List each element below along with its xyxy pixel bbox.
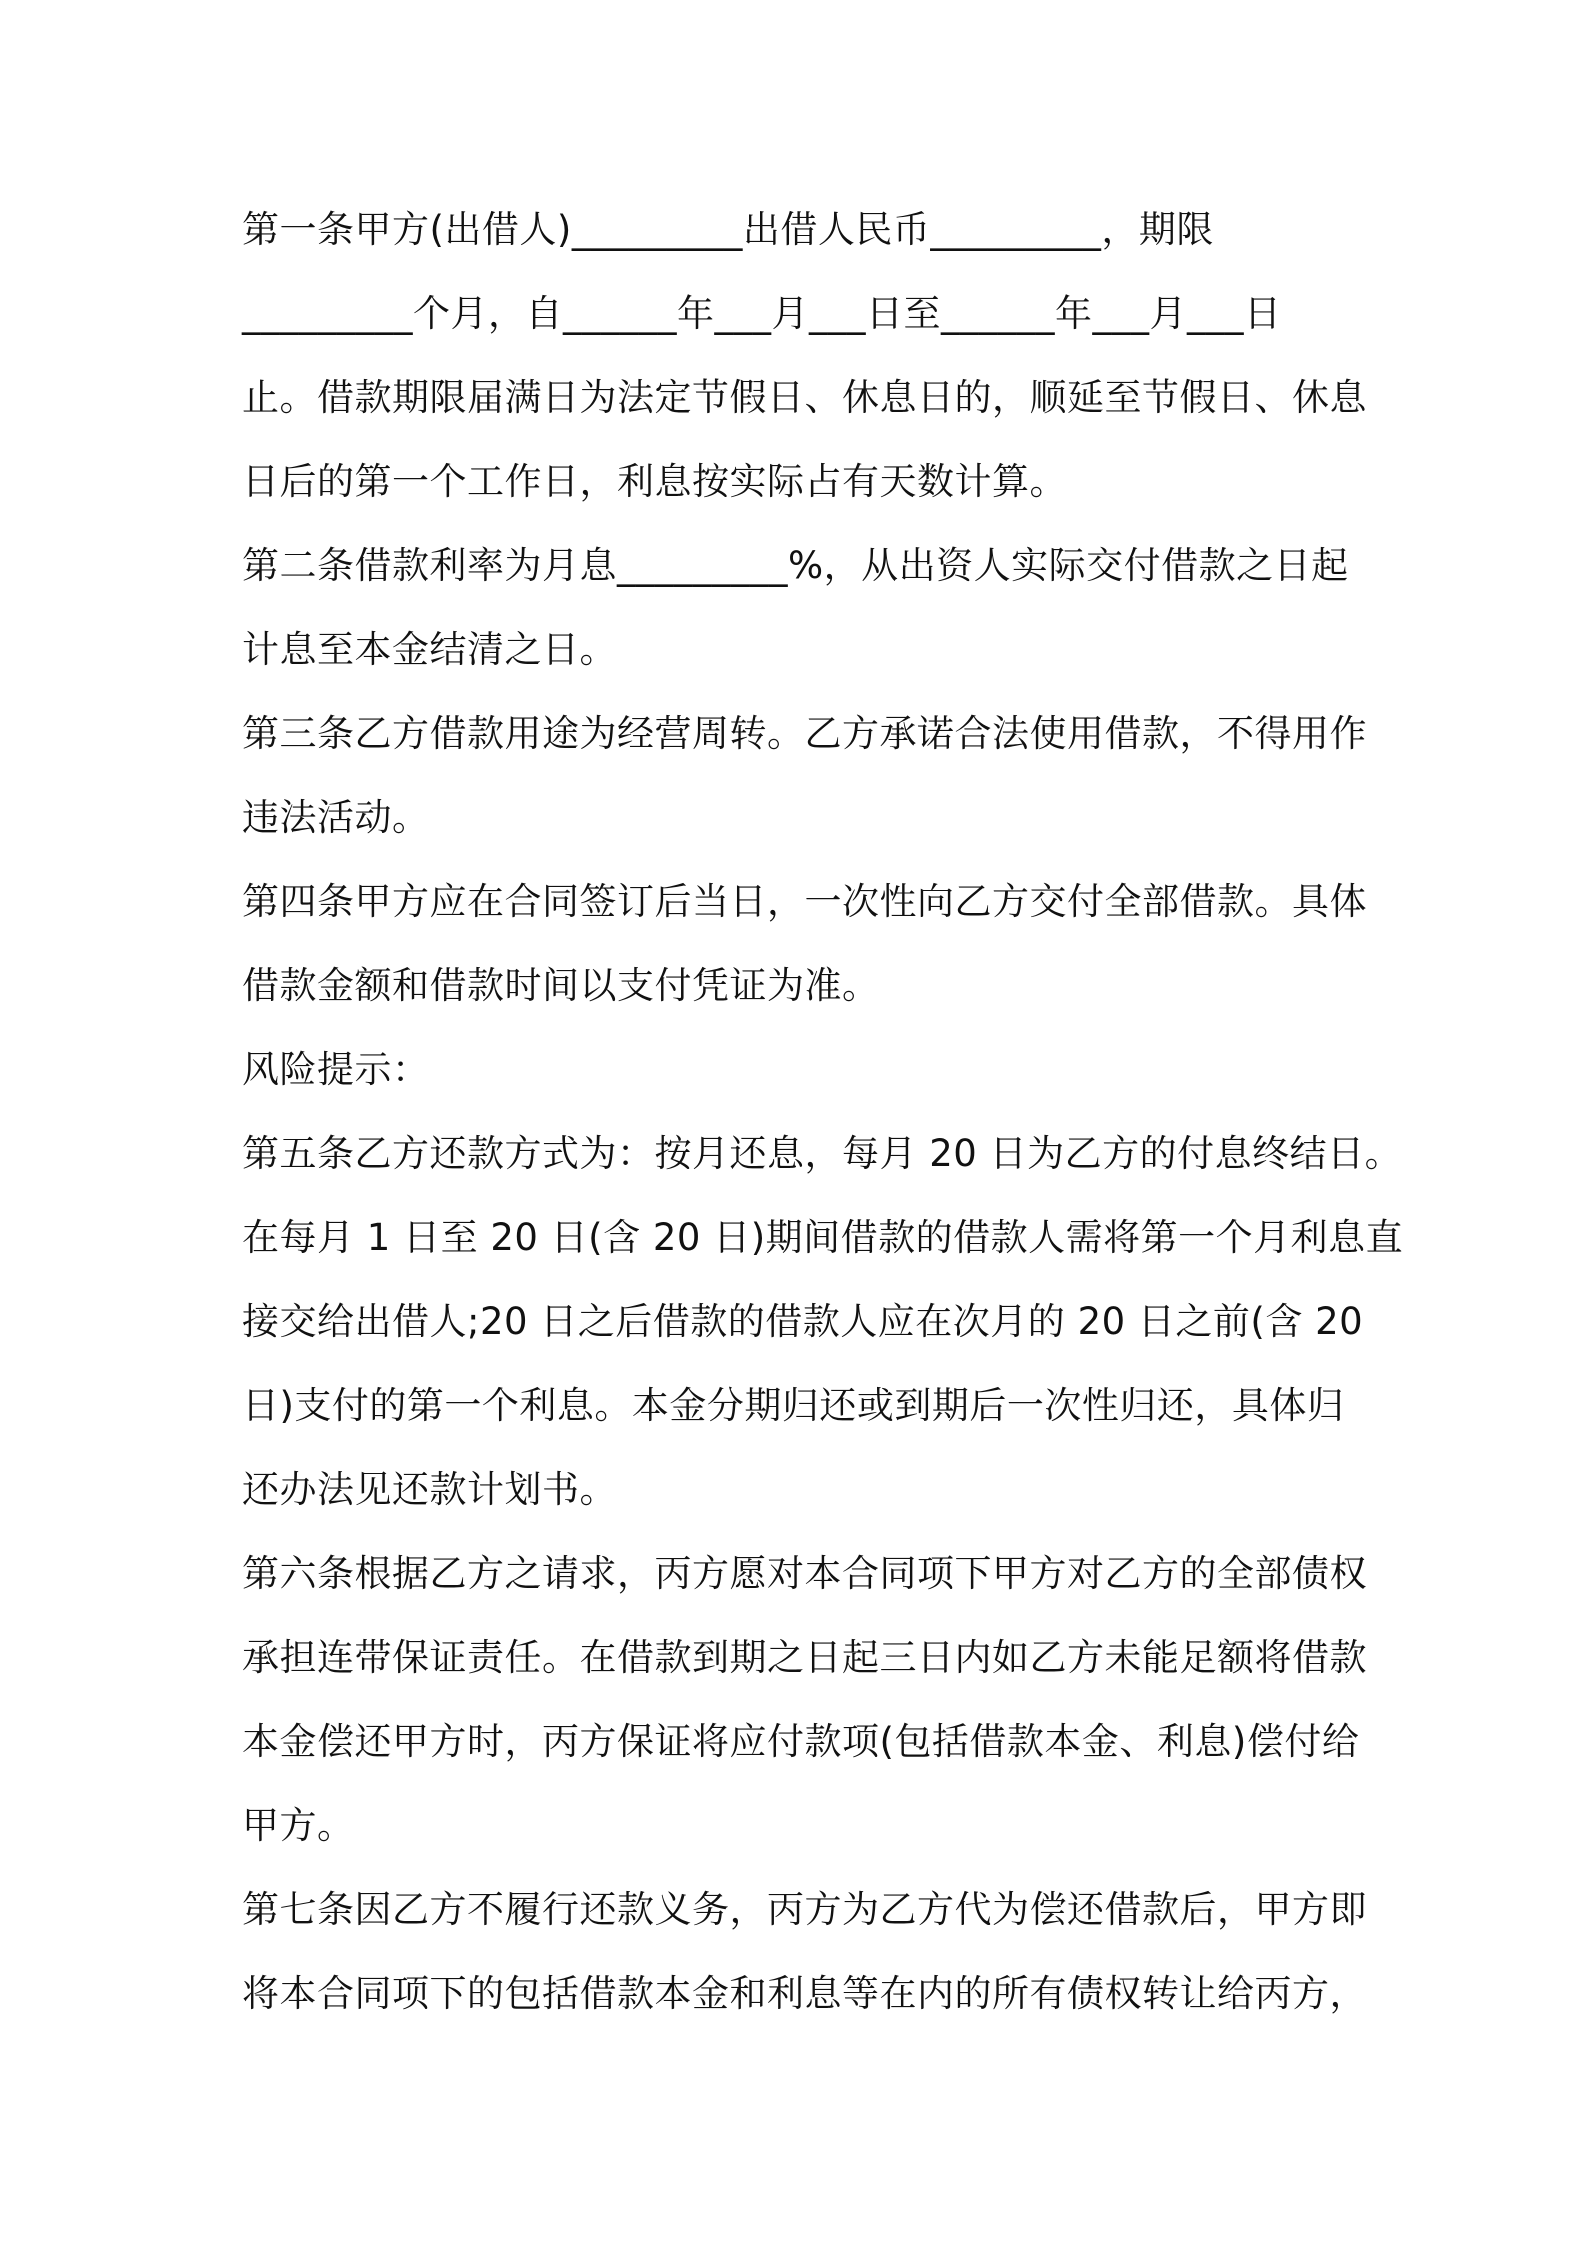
article-1-line-1: 第一条甲方(出借人)_________出借人民币_________，期限 bbox=[242, 208, 1214, 251]
article-5-line-3: 接交给出借人;20 日之后借款的借款人应在次月的 20 日之前(含 20 bbox=[242, 1300, 1364, 1343]
article-1-line-3: 止。借款期限届满日为法定节假日、休息日的，顺延至节假日、休息 bbox=[242, 376, 1367, 419]
article-3-line-1: 第三条乙方借款用途为经营周转。乙方承诺合法使用借款，不得用作 bbox=[242, 712, 1367, 755]
article-4-line-2: 借款金额和借款时间以支付凭证为准。 bbox=[242, 964, 880, 1007]
article-1-line-4: 日后的第一个工作日，利息按实际占有天数计算。 bbox=[242, 460, 1067, 503]
article-4-line-1: 第四条甲方应在合同签订后当日，一次性向乙方交付全部借款。具体 bbox=[242, 880, 1367, 923]
article-6-line-2: 承担连带保证责任。在借款到期之日起三日内如乙方未能足额将借款 bbox=[242, 1636, 1367, 1679]
risk-notice-heading: 风险提示： bbox=[242, 1048, 430, 1091]
article-6-line-4: 甲方。 bbox=[242, 1804, 355, 1847]
article-2-line-1: 第二条借款利率为月息_________%，从出资人实际交付借款之日起 bbox=[242, 544, 1349, 587]
article-7-line-2: 将本合同项下的包括借款本金和利息等在内的所有债权转让给丙方， bbox=[242, 1972, 1367, 2015]
article-3-line-2: 违法活动。 bbox=[242, 796, 430, 839]
article-6-line-3: 本金偿还甲方时，丙方保证将应付款项(包括借款本金、利息)偿付给 bbox=[242, 1720, 1360, 1763]
article-7-line-1: 第七条因乙方不履行还款义务，丙方为乙方代为偿还借款后，甲方即 bbox=[242, 1888, 1367, 1931]
article-5-line-5: 还办法见还款计划书。 bbox=[242, 1468, 617, 1511]
article-5-line-4: 日)支付的第一个利息。本金分期归还或到期后一次性归还，具体归 bbox=[242, 1384, 1345, 1427]
article-2-line-2: 计息至本金结清之日。 bbox=[242, 628, 617, 671]
article-5-line-2: 在每月 1 日至 20 日(含 20 日)期间借款的借款人需将第一个月利息直 bbox=[242, 1216, 1404, 1259]
article-1-line-2: _________个月，自______年___月___日至______年___月___日 bbox=[242, 292, 1282, 335]
article-5-line-1: 第五条乙方还款方式为：按月还息，每月 20 日为乙方的付息终结日。 bbox=[242, 1132, 1403, 1175]
article-6-line-1: 第六条根据乙方之请求，丙方愿对本合同项下甲方对乙方的全部债权 bbox=[242, 1552, 1367, 1595]
